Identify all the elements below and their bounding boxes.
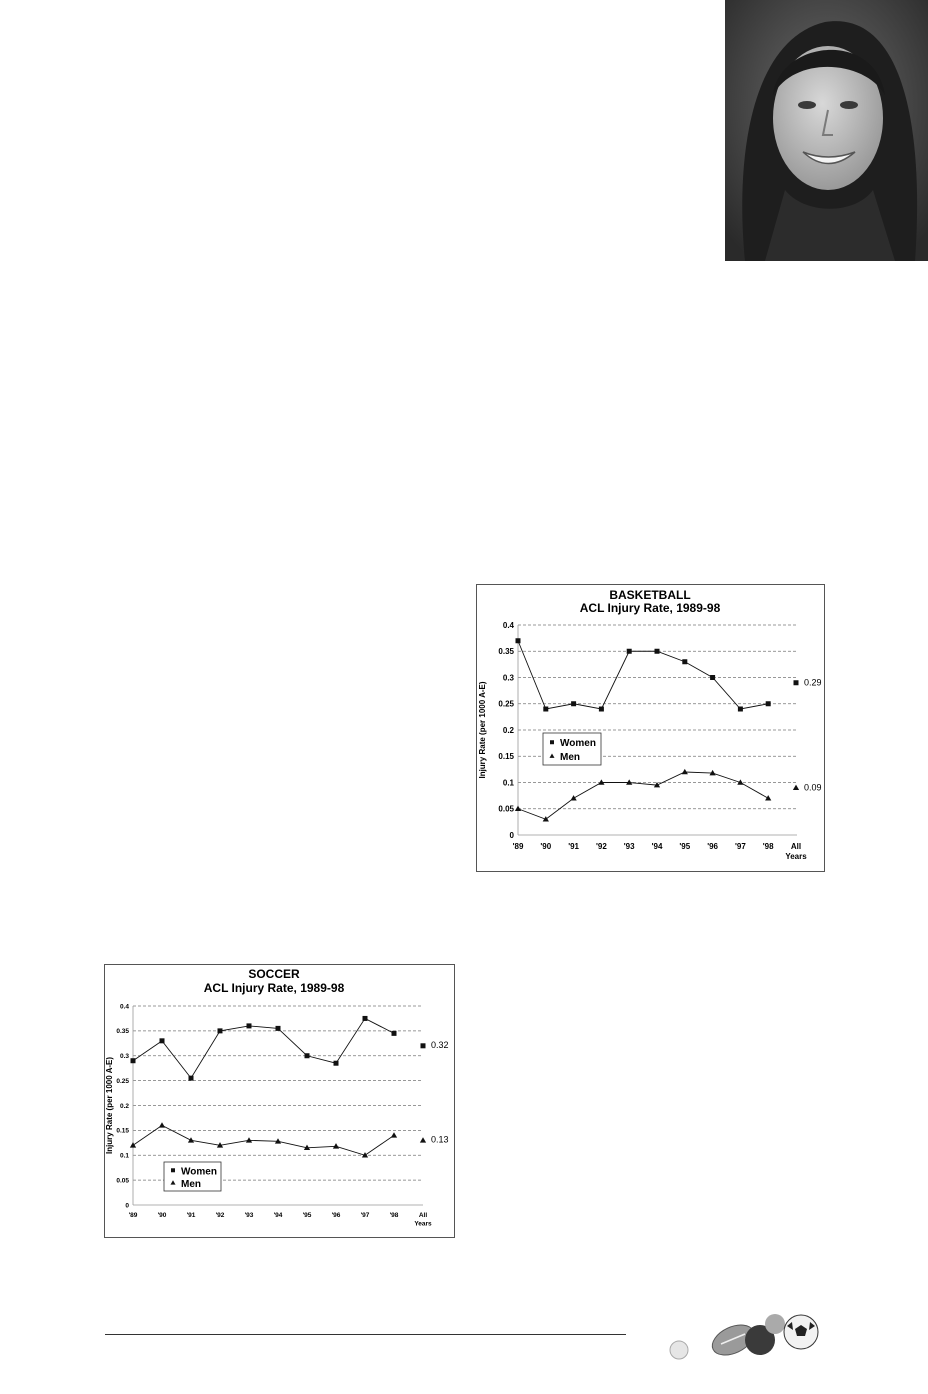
x-tick-label: '90 <box>540 842 552 851</box>
portrait-photo <box>725 0 928 261</box>
data-point-women <box>571 701 576 706</box>
legend-label-women: Women <box>560 738 596 750</box>
x-tick-label: '94 <box>651 842 663 851</box>
y-tick-label: 0.1 <box>119 1152 129 1160</box>
y-tick-label: 0.35 <box>498 647 514 657</box>
x-tick-label-all: All <box>418 1212 428 1219</box>
data-point-women <box>305 1053 310 1058</box>
y-tick-label: 0.2 <box>502 725 514 735</box>
basketball-chart <box>476 584 825 872</box>
legend-label-women: Women <box>181 1166 217 1178</box>
chart-subtitle: ACL Injury Rate, 1989-98 <box>203 981 345 995</box>
x-tick-label-years: Years <box>414 1220 432 1228</box>
x-tick-label: '93 <box>623 842 635 851</box>
y-tick-label: 0.3 <box>502 673 514 683</box>
data-point-women <box>682 659 687 664</box>
data-point-women <box>655 649 660 654</box>
data-point-men <box>246 1137 252 1142</box>
y-axis-label: Injury Rate (per 1000 A-E) <box>478 681 487 779</box>
y-tick-label: 0 <box>125 1202 129 1210</box>
data-point-women <box>218 1028 223 1033</box>
all-years-value-women: 0.29 <box>804 677 822 688</box>
data-point-men <box>391 1132 397 1137</box>
x-tick-label: '98 <box>762 842 774 851</box>
y-tick-label: 0.05 <box>116 1177 129 1185</box>
all-years-point-men <box>420 1137 426 1142</box>
x-tick-label: '94 <box>273 1212 283 1219</box>
x-tick-label: '89 <box>128 1212 138 1219</box>
y-tick-label: 0.25 <box>116 1077 129 1085</box>
x-tick-label: '91 <box>568 842 580 851</box>
soccer-chart <box>104 964 455 1238</box>
series-line-men <box>133 1125 394 1155</box>
legend-label-men: Men <box>181 1178 201 1190</box>
chart-subtitle: ACL Injury Rate, 1989-98 <box>579 601 721 615</box>
data-point-women <box>334 1061 339 1066</box>
data-point-women <box>738 707 743 712</box>
data-point-women <box>189 1076 194 1081</box>
data-point-women <box>160 1038 165 1043</box>
data-point-men <box>570 795 576 800</box>
x-tick-label-all: All <box>790 842 802 851</box>
legend-marker-women <box>171 1168 175 1172</box>
all-years-point-women <box>421 1043 426 1048</box>
data-point-women <box>766 701 771 706</box>
y-tick-label: 0.4 <box>502 620 514 630</box>
y-tick-label: 0.4 <box>119 1003 129 1011</box>
series-line-men <box>518 772 768 819</box>
y-tick-label: 0.05 <box>498 804 514 814</box>
all-years-value-women: 0.32 <box>431 1040 449 1051</box>
y-tick-label: 0.35 <box>116 1028 129 1036</box>
x-tick-label: '93 <box>244 1212 254 1219</box>
data-point-women <box>247 1023 252 1028</box>
sports-balls-icon <box>665 1308 825 1364</box>
data-point-men <box>515 806 521 811</box>
data-point-men <box>188 1137 194 1142</box>
y-tick-label: 0.25 <box>498 699 514 709</box>
data-point-women <box>276 1026 281 1031</box>
data-point-men <box>765 795 771 800</box>
y-tick-label: 0.15 <box>498 752 514 762</box>
data-point-women <box>627 649 632 654</box>
data-point-women <box>516 638 521 643</box>
legend-marker-women <box>550 740 554 744</box>
data-point-women <box>392 1031 397 1036</box>
x-tick-label: '98 <box>389 1212 399 1219</box>
x-tick-label: '97 <box>734 842 746 851</box>
data-point-women <box>131 1058 136 1063</box>
all-years-point-women <box>794 680 799 685</box>
data-point-women <box>710 675 715 680</box>
basketball-chart-svg <box>477 585 824 871</box>
x-tick-label: '92 <box>215 1212 225 1219</box>
x-tick-label: '91 <box>186 1212 196 1219</box>
data-point-men <box>333 1143 339 1148</box>
legend-label-men: Men <box>560 752 580 763</box>
data-point-women <box>363 1016 368 1021</box>
soccer-chart-svg <box>105 965 454 1237</box>
chart-title: SOCCER <box>248 967 300 981</box>
x-tick-label: '92 <box>595 842 607 851</box>
y-tick-label: 0.15 <box>116 1127 129 1135</box>
x-tick-label: '96 <box>331 1212 341 1219</box>
footer-rule <box>105 1334 626 1335</box>
sports-balls-graphic <box>665 1308 825 1364</box>
data-point-women <box>599 707 604 712</box>
portrait-image <box>725 0 928 261</box>
x-tick-label-years: Years <box>785 852 807 861</box>
y-tick-label: 0.2 <box>119 1102 129 1110</box>
data-point-men <box>159 1122 165 1127</box>
y-tick-label: 0.1 <box>502 778 514 788</box>
x-tick-label: '95 <box>679 842 691 851</box>
x-tick-label: '90 <box>157 1212 167 1219</box>
all-years-value-men: 0.13 <box>431 1134 449 1145</box>
data-point-men <box>130 1142 136 1147</box>
data-point-women <box>543 707 548 712</box>
all-years-point-men <box>793 785 799 790</box>
data-point-men <box>682 769 688 774</box>
x-tick-label: '97 <box>360 1212 370 1219</box>
x-tick-label: '89 <box>512 842 524 851</box>
series-line-women <box>133 1018 394 1078</box>
all-years-value-men: 0.09 <box>804 782 822 793</box>
x-tick-label: '95 <box>302 1212 312 1219</box>
y-tick-label: 0.3 <box>119 1053 129 1061</box>
chart-title: BASKETBALL <box>609 588 691 602</box>
y-axis-label: Injury Rate (per 1000 A-E) <box>105 1056 114 1155</box>
y-tick-label: 0 <box>509 830 514 840</box>
x-tick-label: '96 <box>707 842 719 851</box>
